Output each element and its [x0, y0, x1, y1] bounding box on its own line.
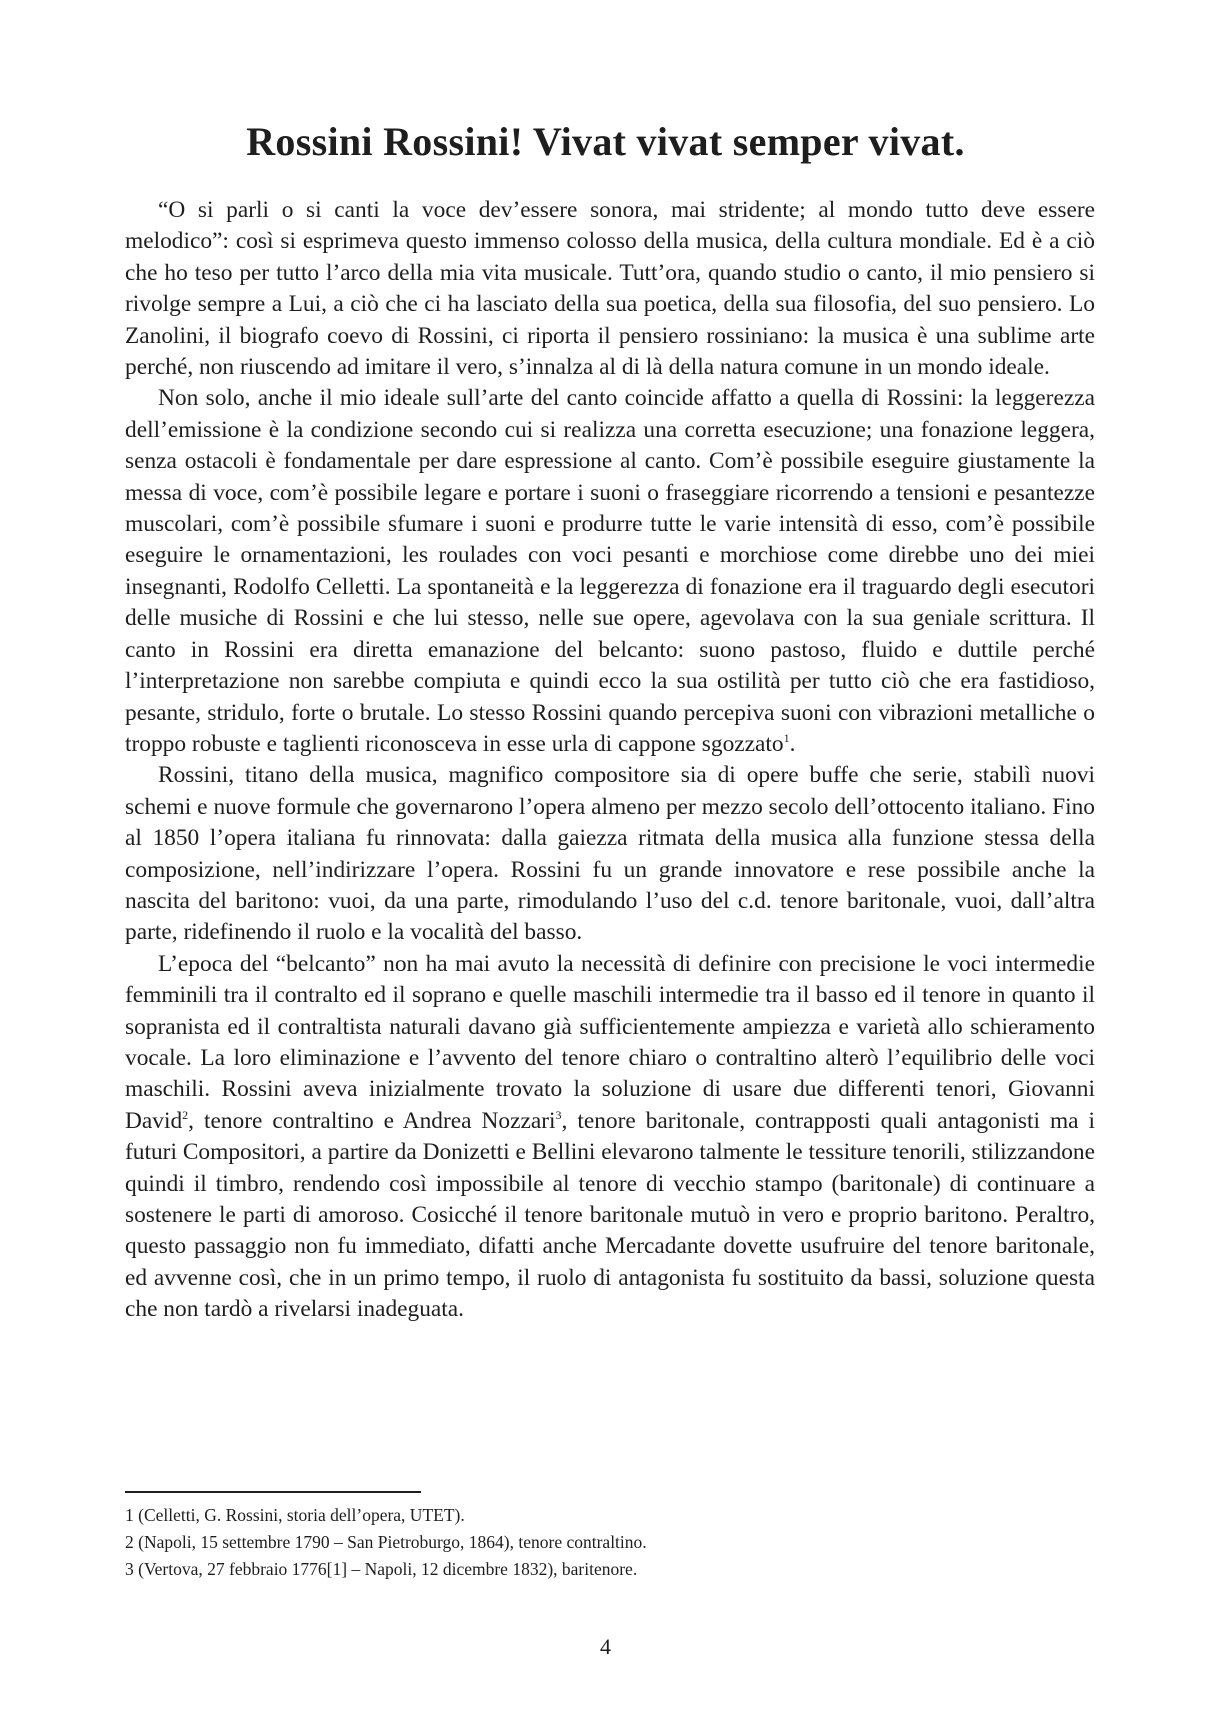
footnote-1: 1 (Celletti, G. Rossini, storia dell’opera, UTET).	[125, 1505, 465, 1525]
paragraph-4	[125, 949, 1095, 1326]
paragraph-text: , tenore contraltino e Andrea Nozzari	[188, 1107, 556, 1134]
footnote-3: 3 (Vertova, 27 febbraio 1776[1] – Napoli, 12 dicembre 1832), baritenore.	[125, 1559, 638, 1579]
footnote-ref-3: 3	[555, 1107, 562, 1122]
paragraph-text: Non solo, anche il mio ideale sull’arte del canto coincide affatto a quella di Rossini: la leggerezza dell’emissione è la condizione secondo cui si realizza una corretta esecuzione; una fonazione leggera, senza ostacoli è fondamentale per dare espressione al canto. Com’è possibile eseguire giustamente la messa di voce, com’è possibile legare e portare i suoni o fraseggiare ricorrendo a tensioni e pesantezze muscolari, com’è possibile sfumare i suoni e produrre tutte le varie intensità di esso, com’è possibile eseguire le ornamentazioni, les roulades con voci pesanti e morchiose come direbbe uno dei miei insegnanti, Rodolfo Celletti. La spontaneità e la leggerezza di fonazione era il traguardo degli esecutori delle musiche di Rossini e che lui stesso, nelle sue opere, agevolava con la sua geniale scrittura. Il canto in Rossini era diretta emanazione del belcanto: suono pastoso, fluido e duttile perché l’interpretazione non sarebbe compiuta e quindi ecco la sua ostilità per tutto ciò che era fastidioso, pesante, stridulo, forte o brutale. Lo stesso Rossini quando percepiva suoni con vibrazioni metalliche o troppo robuste e taglienti riconosceva in esse urla di cappone sgozzato	[125, 385, 1095, 757]
body-text	[125, 195, 1095, 1326]
paragraph-text: L’epoca del “belcanto” non ha mai avuto la necessità di definire con precisione le voci intermedie femminili tra il contralto ed il soprano e quelle maschili intermedie tra il basso ed il tenore in quanto il sopranista ed il contraltista naturali davano già sufficientemente ampiezza e varietà allo schieramento vocale. La loro eliminazione e l’avvento del tenore chiaro o contraltino alterò l’equilibrio delle voci maschili. Rossini aveva inizialmente trovato la soluzione di usare due differenti tenori, Giovanni David	[125, 950, 1095, 1134]
page-number: 4	[600, 1634, 611, 1659]
paragraph-text: Rossini, titano della musica, magnifico compositore sia di opere buffe che serie, stabilì nuovi schemi e nuove formule che governarono l’opera almeno per mezzo secolo dell’ottocento italiano. Fino al 1850 l’opera italiana fu rinnovata: dalla gaiezza ritmata della musica alla funzione stessa della composizione, nell’indirizzare l’opera. Rossini fu un grande innovatore e rese possibile anche la nascita del baritono: vuoi, da una parte, rimodulando l’uso del c.d. tenore baritonale, vuoi, dall’altra parte, ridefinendo il ruolo e la vocalità del basso.	[125, 762, 1095, 946]
paragraph-1	[125, 195, 1095, 383]
page-title: Rossini Rossini! Vivat vivat semper vivat.	[246, 119, 965, 164]
paragraph-text: “O si parli o si canti la voce dev’essere sonora, mai stridente; al mondo tutto deve essere melodico”: così si esprimeva questo immenso colosso della musica, della cultura mondiale. Ed è a ciò che ho teso per tutto l’arco della mia vita musicale. Tutt’ora, quando studio o canto, il mio pensiero si rivolge sempre a Lui, a ciò che ci ha lasciato della sua poetica, della sua filosofia, del suo pensiero. Lo Zanolini, il biografo coevo di Rossini, ci riporta il pensiero rossiniano: la musica è una sublime arte perché, non riuscendo ad imitare il vero, s’innalza al di là della natura comune in un mondo ideale.	[125, 197, 1095, 381]
footnote-2: 2 (Napoli, 15 settembre 1790 – San Pietroburgo, 1864), tenore contraltino.	[125, 1532, 647, 1552]
footnote-ref-2: 2	[182, 1107, 189, 1122]
footnote-divider	[125, 1491, 421, 1493]
paragraph-3	[125, 760, 1095, 948]
paragraph-text: .	[789, 730, 796, 757]
footnote-ref-1: 1	[783, 731, 790, 746]
footnotes	[125, 1502, 1095, 1583]
paragraph-text: , tenore baritonale, contrapposti quali antagonisti ma i futuri Compositori, a partire da Donizetti e Bellini elevarono talmente le tessiture tenorili, stilizzandone quindi il timbro, rendendo così impossibile al tenore di vecchio stampo (baritonale) di continuare a sostenere le parti di amoroso. Cosicché il tenore baritonale mutuò in vero e proprio baritono. Peraltro, questo passaggio non fu immediato, difatti anche Mercadante dovette usufruire del tenore baritonale, ed avvenne così, che in un primo tempo, il ruolo di antagonista fu sostituito da bassi, soluzione questa che non tardò a rivelarsi inadeguata.	[125, 1107, 1095, 1323]
paragraph-2	[125, 383, 1095, 760]
